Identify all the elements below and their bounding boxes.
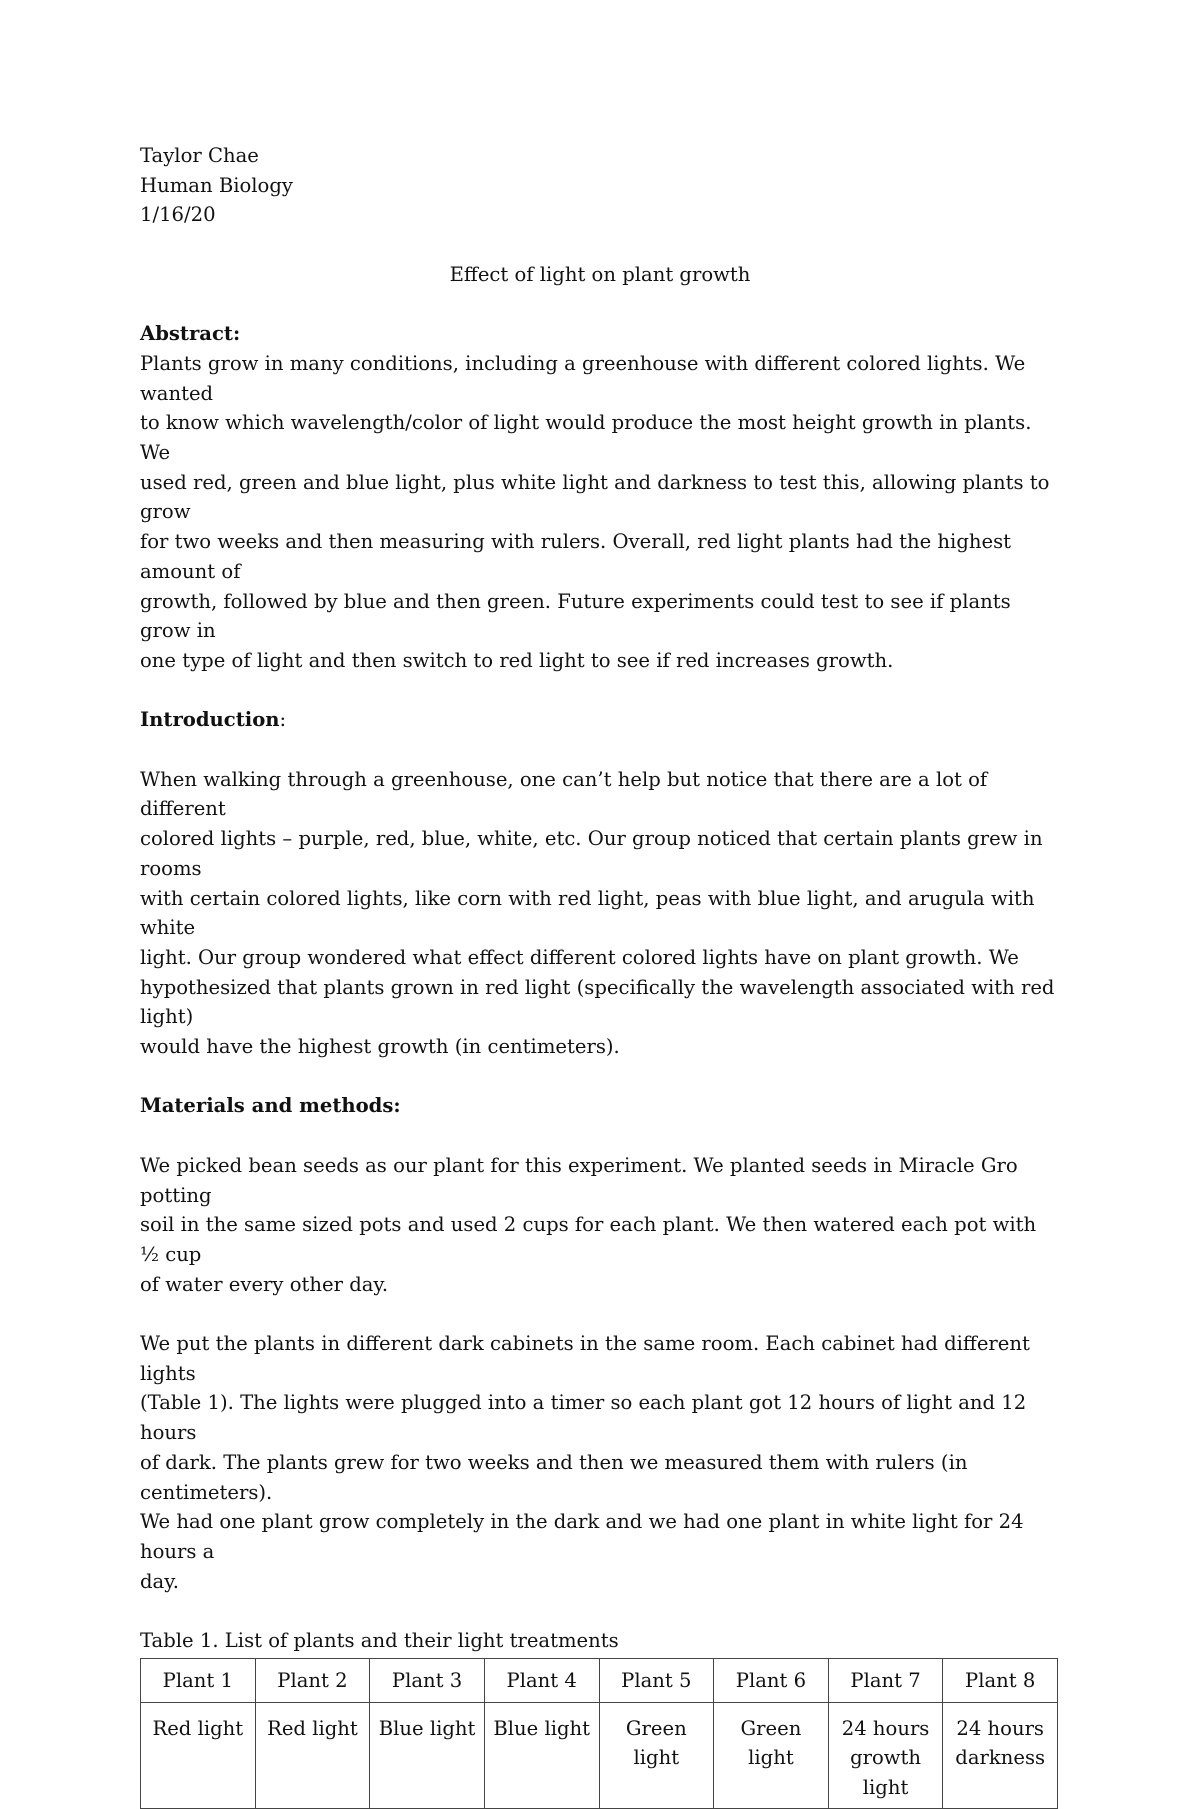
table-treatment-cell bbox=[599, 1702, 714, 1808]
treatment-text: Red light bbox=[152, 1716, 244, 1740]
spacer bbox=[140, 1062, 1060, 1092]
treatment-text: Blue light bbox=[378, 1716, 476, 1740]
treatment-text: light bbox=[633, 1746, 680, 1770]
treatment-table bbox=[140, 1658, 1058, 1809]
treatment-text: growth bbox=[850, 1746, 922, 1770]
introduction-line: When walking through a greenhouse, one can’t help but notice that there are a lot of different bbox=[140, 767, 988, 821]
table-treatment-cell bbox=[141, 1702, 256, 1808]
methods-section bbox=[140, 1091, 1060, 1596]
table-header-cell: Plant 8 bbox=[943, 1658, 1058, 1702]
table1-caption: Table 1. List of plants and their light treatments bbox=[140, 1629, 619, 1653]
abstract-line: used red, green and blue light, plus white light and darkness to test this, allowing plants to grow bbox=[140, 470, 1050, 524]
abstract-line: for two weeks and then measuring with rulers. Overall, red light plants had the highest amount of bbox=[140, 530, 1012, 583]
methods-line: day. bbox=[140, 1569, 179, 1593]
author-name: Taylor Chae bbox=[140, 144, 259, 167]
abstract-heading: Abstract: bbox=[140, 322, 241, 346]
document-header bbox=[140, 141, 1060, 230]
spacer bbox=[140, 1121, 1060, 1151]
table-treatment-cell bbox=[943, 1702, 1058, 1808]
methods-line: We put the plants in different dark cabinets in the same room. Each cabinet had different lights bbox=[140, 1332, 1030, 1385]
table-header-cell: Plant 7 bbox=[828, 1658, 943, 1702]
methods-line: (Table 1). The lights were plugged into a timer so each plant got 12 hours of light and 12 hours bbox=[140, 1391, 1027, 1445]
course-name: Human Biology bbox=[140, 173, 293, 197]
introduction-heading bbox=[140, 705, 1060, 735]
abstract-line: to know which wavelength/color of light would produce the most height growth in plants. We bbox=[140, 411, 1032, 464]
introduction-line: colored lights – purple, red, blue, white, etc. Our group noticed that certain plants grew in rooms bbox=[140, 827, 1043, 880]
table-treatment-row bbox=[141, 1702, 1058, 1808]
abstract-section bbox=[140, 319, 1060, 675]
table-header-cell: Plant 4 bbox=[484, 1658, 599, 1702]
document-page bbox=[140, 141, 1060, 1809]
table-header-cell: Plant 6 bbox=[714, 1658, 829, 1702]
treatment-text: light bbox=[862, 1776, 909, 1800]
methods-heading: Materials and methods: bbox=[140, 1094, 401, 1118]
treatment-text: darkness bbox=[955, 1746, 1046, 1770]
table-treatment-cell bbox=[370, 1702, 485, 1808]
treatment-text: light bbox=[748, 1746, 794, 1770]
table-header-cell: Plant 5 bbox=[599, 1658, 714, 1702]
treatment-text: Green bbox=[625, 1716, 687, 1740]
abstract-line: growth, followed by blue and then green. Future experiments could test to see if plants grow in bbox=[140, 589, 1011, 643]
treatment-text: Blue light bbox=[493, 1716, 591, 1740]
methods-line: of water every other day. bbox=[140, 1272, 389, 1296]
introduction-line: with certain colored lights, like corn with red light, peas with blue light, and arugula with white bbox=[140, 886, 1035, 940]
table1-section bbox=[140, 1626, 1060, 1809]
introduction-line: light. Our group wondered what effect different colored lights have on plant growth. We bbox=[140, 945, 1019, 969]
spacer bbox=[140, 1299, 1060, 1329]
table-treatment-cell bbox=[828, 1702, 943, 1808]
table-header-cell: Plant 2 bbox=[255, 1658, 370, 1702]
table-treatment-cell bbox=[255, 1702, 370, 1808]
table-treatment-cell bbox=[484, 1702, 599, 1808]
table-treatment-cell bbox=[714, 1702, 829, 1808]
treatment-text: Red light bbox=[267, 1716, 358, 1740]
document-date: 1/16/20 bbox=[140, 203, 216, 227]
document-title: Effect of light on plant growth bbox=[449, 262, 751, 286]
treatment-text: 24 hours bbox=[841, 1716, 930, 1740]
methods-line: We had one plant grow completely in the dark and we had one plant in white light for 24 hours a bbox=[140, 1510, 1024, 1563]
treatment-text: Green bbox=[740, 1716, 802, 1740]
introduction-heading-text: Introduction bbox=[140, 708, 280, 732]
abstract-line: one type of light and then switch to red light to see if red increases growth. bbox=[140, 648, 894, 672]
spacer bbox=[140, 1596, 1060, 1626]
introduction-heading-colon: : bbox=[279, 708, 287, 732]
methods-line: soil in the same sized pots and used 2 cups for each plant. We then watered each pot with ½ cup bbox=[140, 1213, 1037, 1266]
methods-line: of dark. The plants grew for two weeks and then we measured them with rulers (in centimeters). bbox=[140, 1450, 968, 1504]
table-header-cell: Plant 3 bbox=[370, 1658, 485, 1702]
introduction-line: would have the highest growth (in centimeters). bbox=[140, 1035, 620, 1059]
introduction-section bbox=[140, 705, 1060, 1061]
treatment-text: 24 hours bbox=[956, 1716, 1044, 1740]
abstract-line: Plants grow in many conditions, including a greenhouse with different colored lights. We wanted bbox=[140, 351, 1026, 405]
introduction-line: hypothesized that plants grown in red light (specifically the wavelength associated with red light) bbox=[140, 975, 1055, 1029]
methods-line: We picked bean seeds as our plant for this experiment. We planted seeds in Miracle Gro potting bbox=[140, 1153, 1018, 1207]
spacer bbox=[140, 676, 1060, 706]
table-header-cell: Plant 1 bbox=[141, 1658, 256, 1702]
spacer bbox=[140, 735, 1060, 765]
table-header-row bbox=[141, 1658, 1058, 1702]
